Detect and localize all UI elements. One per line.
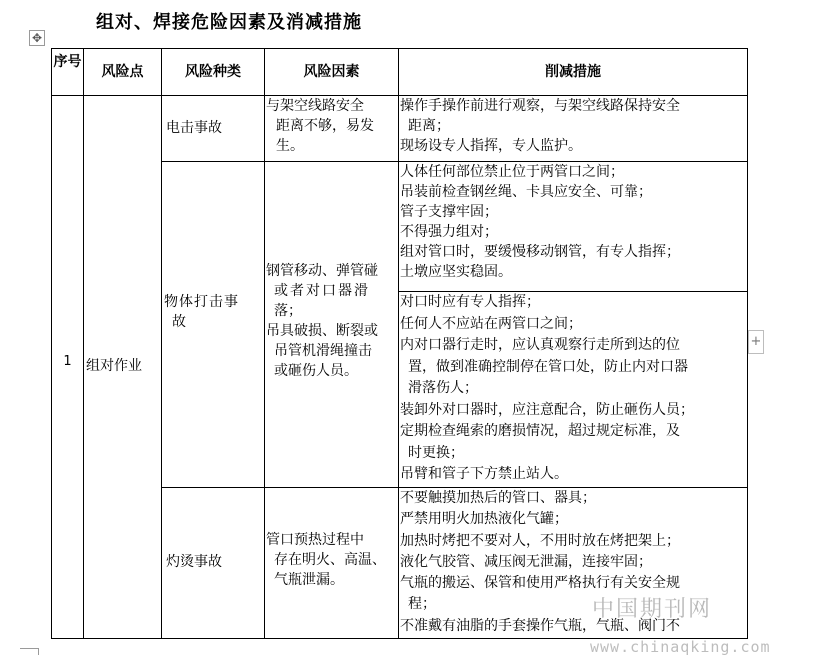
risk-type-electric: 电击事故 bbox=[166, 120, 222, 136]
measure-line: 程； bbox=[408, 596, 436, 613]
factor-line: 与架空线路安全 bbox=[266, 98, 364, 114]
measure-line: 土墩应坚实稳固。 bbox=[400, 264, 512, 280]
row-seq: 1 bbox=[63, 354, 72, 369]
measure-line: 时更换； bbox=[408, 444, 464, 461]
type-line: 物体打击事 bbox=[164, 294, 239, 310]
factor-line: 吊具破损、断裂或 bbox=[266, 323, 378, 339]
add-column-icon[interactable]: + bbox=[748, 330, 764, 354]
type-line: 故 bbox=[172, 314, 187, 330]
watermark-logo-text: 中国期刊网 bbox=[592, 597, 713, 622]
measure-line: 液化气胶管、减压阀无泄漏，连接牢固； bbox=[400, 553, 652, 570]
measure-line: 定期检查绳索的磨损情况，超过规定标准，及 bbox=[400, 423, 680, 439]
header-measures: 削减措施 bbox=[545, 64, 601, 80]
row-risk-point: 组对作业 bbox=[86, 358, 142, 374]
risk-type-burn: 灼烫事故 bbox=[166, 554, 222, 570]
header-risk-point: 风险点 bbox=[101, 64, 144, 80]
factor-line: 落； bbox=[274, 303, 302, 319]
measure-line: 不得强力组对； bbox=[400, 224, 498, 240]
factor-line: 管口预热过程中 bbox=[266, 532, 364, 548]
measures-strike-b bbox=[400, 292, 747, 486]
risk-factor-strike bbox=[266, 261, 397, 381]
measure-line: 置，做到准确控制停在管口处，防止内对口器 bbox=[408, 358, 688, 375]
measures-electric bbox=[400, 96, 747, 156]
measure-line: 滑落伤人； bbox=[408, 380, 478, 396]
risk-type-strike bbox=[164, 292, 262, 332]
factor-line: 钢管移动、弹管碰 bbox=[266, 263, 378, 279]
header-seq: 序号 bbox=[53, 54, 82, 70]
measure-line: 吊臂和管子下方禁止站人。 bbox=[400, 466, 568, 482]
measure-line: 组对管口时，要缓慢移动钢管，有专人指挥； bbox=[400, 244, 680, 260]
measure-line: 距离； bbox=[408, 118, 450, 134]
measure-line: 人体任何部位禁止位于两管口之间； bbox=[400, 164, 624, 180]
measure-line: 对口时应有专人指挥； bbox=[400, 294, 540, 310]
factor-line: 生。 bbox=[276, 138, 304, 154]
header-risk-factor: 风险因素 bbox=[303, 64, 360, 80]
factor-line: 或砸伤人员。 bbox=[274, 363, 358, 379]
table-move-handle-icon[interactable]: ✥ bbox=[29, 30, 45, 46]
measure-line: 操作手操作前进行观察，与架空线路保持安全 bbox=[400, 98, 680, 114]
measure-line: 不要触摸加热后的管口、器具； bbox=[400, 490, 596, 506]
risk-factor-burn bbox=[266, 530, 397, 590]
factor-line: 存在明火、高温、 bbox=[274, 552, 386, 568]
measures-strike-a bbox=[400, 162, 747, 282]
measure-line: 内对口器行走时，应认真观察行走所到达的位 bbox=[400, 337, 680, 353]
measure-line: 不准戴有油脂的手套操作气瓶，气瓶、阀门不 bbox=[400, 617, 680, 634]
measure-line: 吊装前检查钢丝绳、卡具应安全、可靠； bbox=[400, 184, 652, 200]
measure-line: 任何人不应站在两管口之间； bbox=[400, 315, 582, 332]
risk-factor-electric bbox=[266, 96, 397, 156]
factor-line: 气瓶泄漏。 bbox=[274, 572, 344, 588]
factor-line: 吊管机滑绳撞击 bbox=[274, 343, 372, 359]
watermark-url: www.chinaqking.com bbox=[590, 638, 771, 656]
document-title: 组对、焊接危险因素及消减措施 bbox=[96, 12, 362, 33]
factor-line: 距离不够，易发 bbox=[276, 118, 374, 134]
measure-line: 现场设专人指挥，专人监护。 bbox=[400, 138, 582, 154]
measure-line: 加热时烤把不要对人，不用时放在烤把架上； bbox=[400, 532, 680, 549]
measure-line: 装卸外对口器时，应注意配合，防止砸伤人员； bbox=[400, 401, 694, 418]
measure-line: 管子支撑牢固； bbox=[400, 204, 498, 220]
factor-line: 或者对口器滑 bbox=[274, 283, 370, 299]
measure-line: 严禁用明火加热液化气罐； bbox=[400, 511, 568, 528]
header-risk-type: 风险种类 bbox=[185, 64, 241, 80]
measure-line: 气瓶的搬运、保管和使用严格执行有关安全规 bbox=[400, 575, 680, 592]
